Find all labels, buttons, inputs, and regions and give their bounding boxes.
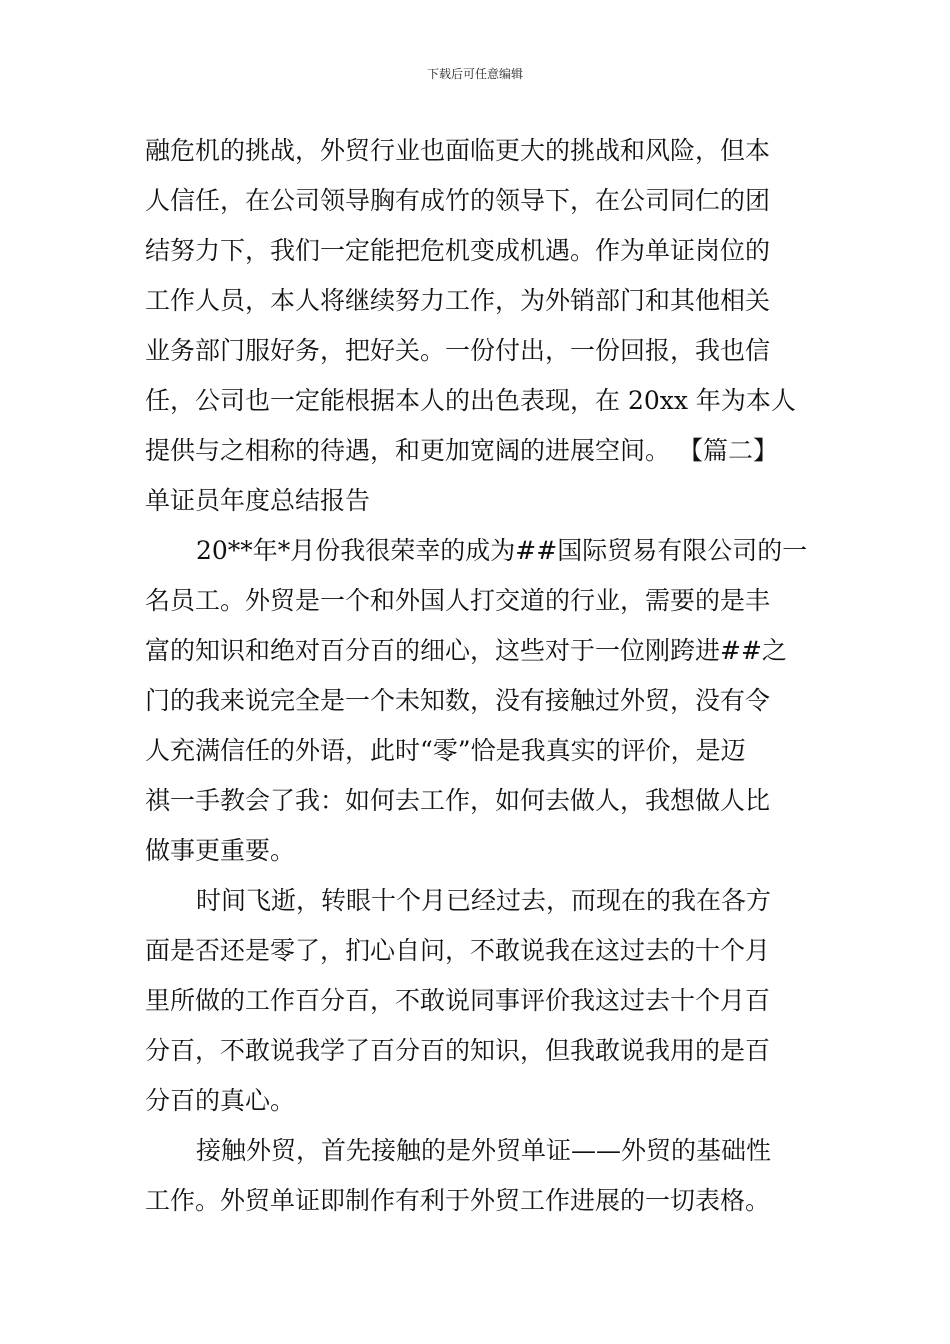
text-line: 工作人员，本人将继续努力工作，为外销部门和其他相关 [145, 286, 771, 315]
text-line: 祺一手教会了我：如何去工作，如何去做人，我想做人比 [145, 786, 771, 815]
text-line: 里所做的工作百分百，不敢说同事评价我这过去十个月百 [145, 986, 771, 1015]
text-line: 做事更重要。 [145, 836, 296, 865]
text-line: 富的知识和绝对百分百的细心，这些对于一位刚跨进##之 [145, 636, 787, 665]
text-line: 人信任，在公司领导胸有成竹的领导下，在公司同仁的团 [145, 186, 771, 215]
text-line: 任，公司也一定能根据本人的出色表现，在 20xx 年为本人 [145, 386, 796, 415]
text-line: 提供与之相称的待遇，和更加宽阔的进展空间。 【篇二】 [145, 436, 778, 465]
text-line: 门的我来说完全是一个未知数，没有接触过外贸，没有令 [145, 686, 771, 715]
text-line: 分百的真心。 [145, 1086, 296, 1115]
document-body [145, 126, 813, 1226]
text-line: 面是否还是零了，扪心自问，不敢说我在这过去的十个月 [145, 936, 771, 965]
text-line: 分百，不敢说我学了百分百的知识，但我敢说我用的是百 [145, 1036, 771, 1065]
text-line: 融危机的挑战，外贸行业也面临更大的挑战和风险，但本 [145, 136, 771, 165]
text-line: 名员工。外贸是一个和外国人打交道的行业，需要的是丰 [145, 586, 771, 615]
text-line: 结努力下，我们一定能把危机变成机遇。作为单证岗位的 [145, 236, 771, 265]
paragraph-start-line: 20**年*月份我很荣幸的成为##国际贸易有限公司的一 [196, 536, 808, 565]
paragraph-start-line: 接触外贸，首先接触的是外贸单证——外贸的基础性 [196, 1136, 772, 1165]
text-line: 工作。外贸单证即制作有利于外贸工作进展的一切表格。 [145, 1186, 771, 1215]
text-line: 人充满信任的外语，此时“零”恰是我真实的评价，是迈 [145, 736, 746, 765]
paragraph-start-line: 时间飞逝，转眼十个月已经过去，而现在的我在各方 [196, 886, 772, 915]
section-title-line: 单证员年度总结报告 [145, 486, 371, 515]
page-header-note: 下载后可任意编辑 [426, 67, 523, 81]
text-line: 业务部门服好务，把好关。一份付出，一份回报，我也信 [145, 336, 771, 365]
